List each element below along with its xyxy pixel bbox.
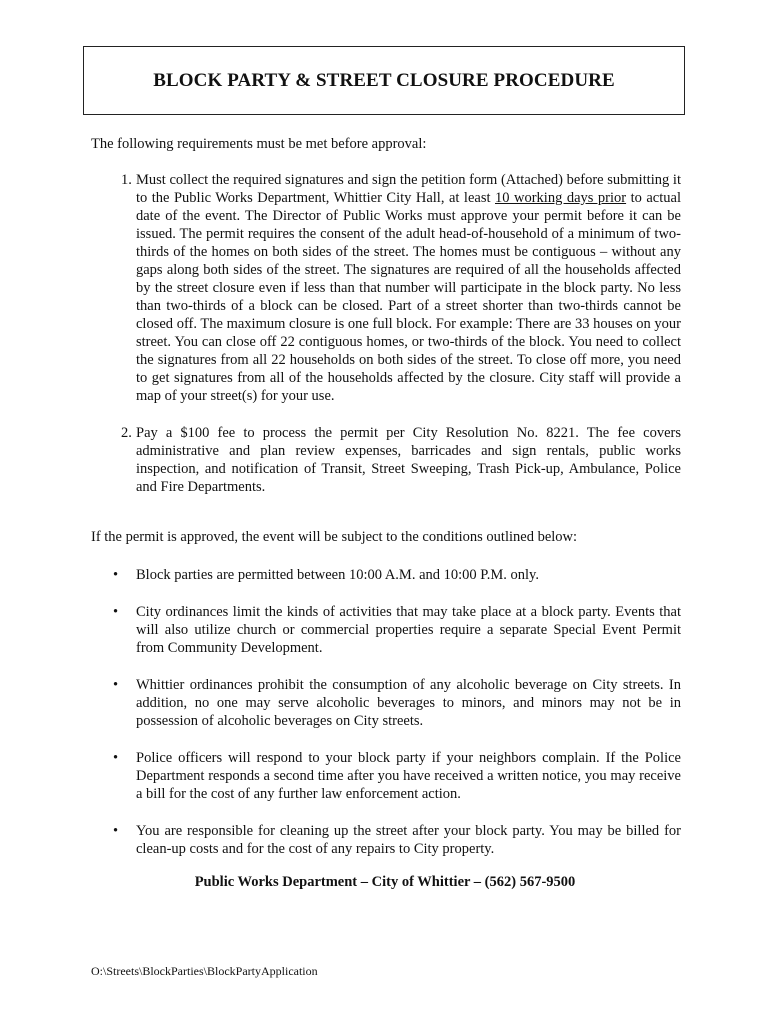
condition-text: Whittier ordinances prohibit the consumption of any alcoholic beverage on City streets. In addition, no one may serve alcoholic beverages to minors, and minors may not be in possession of alcoholic beverages on City streets. xyxy=(136,677,681,729)
bullet-icon: • xyxy=(113,823,119,839)
bullet-icon: • xyxy=(113,567,119,583)
requirement-number: 2. xyxy=(121,425,132,441)
requirement-item xyxy=(91,424,681,496)
requirement-number: 1. xyxy=(121,172,132,188)
requirements-intro: The following requirements must be met before approval: xyxy=(91,136,427,152)
conditions-list xyxy=(91,566,681,858)
bullet-icon: • xyxy=(113,677,119,693)
condition-text: Block parties are permitted between 10:00 A.M. and 10:00 P.M. only. xyxy=(136,567,539,583)
document-title: BLOCK PARTY & STREET CLOSURE PROCEDURE xyxy=(153,69,615,91)
bullet-icon: • xyxy=(113,750,119,766)
contact-line: Public Works Department – City of Whittier – (562) 567-9500 xyxy=(194,874,576,890)
condition-item xyxy=(91,749,681,803)
deadline-underlined: 10 working days prior xyxy=(495,190,627,206)
conditions-intro: If the permit is approved, the event will be subject to the conditions outlined below: xyxy=(91,529,578,545)
condition-item xyxy=(91,676,681,730)
file-path: O:\Streets\BlockParties\BlockPartyApplication xyxy=(91,964,318,978)
requirement-text: Must collect the required signatures and sign the petition form (Attached) before submitting it to the Public Works Department, Whittier City Hall, at least 10 working days prior to actual date of the event. The Director of Public Works must approve your permit before it can be issued. The permit requires the consent of the adult head-of-household of a minimum of two-thirds of the homes on both sides of the street. The homes must be contiguous – without any gaps along both sides of the street. The signatures are required of all the households affected by the street closure even if less than that number will participate in the block party. No less than two-thirds of a block can be closed. Part of a street shorter than two-thirds cannot be closed off. The maximum closure is one full block. For example: There are 33 houses on your street. You can close off 22 contiguous homes, or two-thirds of the block. You need to collect the signatures from all 22 households on both sides of the street. To close off more, you need to get signatures from all of the households affected by the closure. City staff will provide a map of your street(s) for your use. xyxy=(136,172,681,404)
condition-item xyxy=(91,822,681,858)
bullet-icon: • xyxy=(113,604,119,620)
condition-item xyxy=(91,566,681,584)
condition-item xyxy=(91,603,681,657)
title-box xyxy=(83,46,685,115)
condition-text: Police officers will respond to your block party if your neighbors complain. If the Police Department responds a second time after you have received a written notice, you may receive a bill for the cost of any further law enforcement action. xyxy=(136,750,681,802)
requirements-list xyxy=(91,171,681,496)
condition-text: City ordinances limit the kinds of activities that may take place at a block party. Events that will also utilize church or commercial properties require a separate Special Event Permit from Community Development. xyxy=(136,604,681,656)
condition-text: You are responsible for cleaning up the street after your block party. You may be billed for clean-up costs and for the cost of any repairs to City property. xyxy=(136,823,681,857)
requirement-text: Pay a $100 fee to process the permit per City Resolution No. 8221. The fee covers administrative and plan review expenses, barricades and sign rentals, public works inspection, and notification of Transit, Street Sweeping, Trash Pick-up, Ambulance, Police and Fire Departments. xyxy=(136,425,681,495)
requirement-item xyxy=(91,171,681,405)
